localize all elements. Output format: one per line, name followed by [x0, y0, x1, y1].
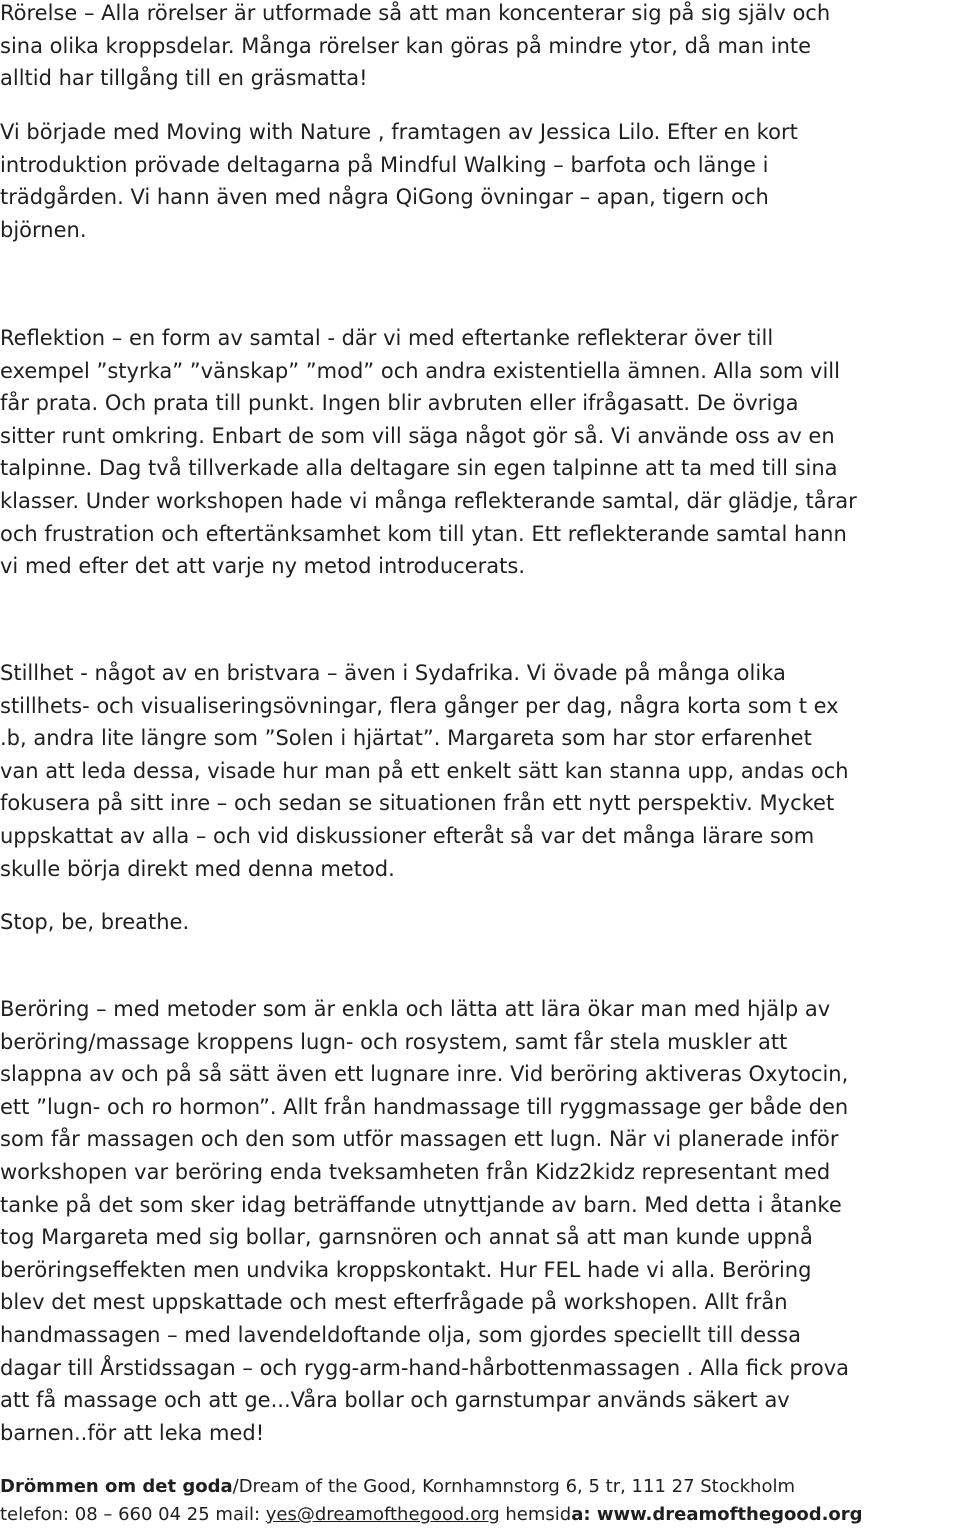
text-line: Reflektion – en form av samtal - där vi med eftertanke reflekterar över till	[0, 326, 774, 350]
text-line: att få massage och att ge...Våra bollar och garnstumpar används säkert av	[0, 1388, 790, 1413]
text-line: ett ”lugn- och ro hormon”. Allt från handmassage till ryggmassage ger både den	[0, 1094, 849, 1119]
footer-org-name: Drömmen om det goda	[0, 1476, 233, 1497]
text-line: introduktion prövade deltagarna på Mindful Walking – barfota och länge i	[0, 152, 769, 177]
paragraph-beroring	[0, 993, 960, 1449]
text-line: Rörelse – Alla rörelser är utformade så att man koncenterar sig på sig själv och	[0, 1, 831, 25]
text-line: vi med efter det att varje ny metod introducerats.	[0, 554, 525, 579]
footer-website[interactable]: a: www.dreamofthegood.org	[571, 1504, 863, 1525]
text-line: exempel ”styrka” ”vänskap” ”mod” och andra existentiella ämnen. Alla som vill	[0, 358, 840, 383]
text-line: dagar till Årstidssagan – och rygg-arm-hand-hårbottenmassagen . Alla fick prova	[0, 1355, 849, 1380]
text-line: blev det mest uppskattade och mest efterfrågade på workshopen. Allt från	[0, 1290, 788, 1315]
text-line: beröring/massage kroppens lugn- och rosystem, samt får stela muskler att	[0, 1029, 788, 1054]
text-line: stillhets- och visualiseringsövningar, flera gånger per dag, några korta som t ex	[0, 693, 839, 718]
text-line: björnen.	[0, 217, 87, 242]
footer-contact	[0, 1502, 960, 1527]
text-line: slappna av och på så sätt även ett lugnare inre. Vid beröring aktiveras Oxytocin,	[0, 1062, 849, 1087]
text-line: sina olika kroppsdelar. Många rörelser kan göras på mindre ytor, då man inte	[0, 33, 812, 58]
paragraph-stop-be-breathe	[0, 906, 960, 939]
text-line: som får massagen och den som utför massagen ett lugn. När vi planerade inför	[0, 1127, 839, 1152]
text-line: beröringseffekten men undvika kroppskontakt. Hur FEL hade vi alla. Beröring	[0, 1257, 812, 1282]
footer-phone-text: telefon: 08 – 660 04 25 mail:	[0, 1504, 266, 1525]
text-line: trädgården. Vi hann även med några QiGong övningar – apan, tigern och	[0, 185, 769, 210]
paragraph-moving-with-nature	[0, 116, 960, 246]
paragraph-rorelse	[0, 0, 960, 95]
text-line: barnen..för att leka med!	[0, 1420, 265, 1445]
text-line: får prata. Och prata till punkt. Ingen blir avbruten eller ifrågasatt. De övriga	[0, 391, 799, 416]
footer-email-link[interactable]: yes@dreamofthegood.org	[265, 1504, 500, 1525]
text-line: workshopen var beröring enda tveksamheten från Kidz2kidz representant med	[0, 1159, 831, 1184]
text-line: och frustration och eftertänksamhet kom till ytan. Ett reflekterande samtal hann	[0, 521, 847, 546]
paragraph-reflektion	[0, 322, 960, 583]
text-line: uppskattat av alla – och vid diskussioner efteråt så var det många lärare som	[0, 823, 815, 848]
text-line: tanke på det som sker idag beträffande utnyttjande av barn. Med detta i åtanke	[0, 1192, 842, 1217]
text-line: van att leda dessa, visade hur man på ett enkelt sätt kan stanna upp, andas och	[0, 758, 849, 783]
text-line: .b, andra lite längre som ”Solen i hjärtat”. Margareta som har stor erfarenhet	[0, 726, 812, 751]
text-line: tog Margareta med sig bollar, garnsnören och annat så att man kunde uppnå	[0, 1225, 813, 1250]
text-line: sitter runt omkring. Enbart de som vill säga något gör så. Vi använde oss av en	[0, 423, 835, 448]
footer-address-text: /Dream of the Good, Kornhamnstorg 6, 5 tr, 111 27 Stockholm	[232, 1476, 796, 1497]
paragraph-stillhet	[0, 657, 960, 885]
text-line: talpinne. Dag två tillverkade alla deltagare sin egen talpinne att ta med till sina	[0, 456, 838, 481]
text-line: Stillhet - något av en bristvara – även i Sydafrika. Vi övade på många olika	[0, 661, 786, 685]
text-line: klasser. Under workshopen hade vi många reflekterande samtal, där glädje, tårar	[0, 488, 857, 513]
footer-address	[0, 1474, 960, 1499]
text-line: Beröring – med metoder som är enkla och lätta att lära ökar man med hjälp av	[0, 997, 831, 1021]
text-line: Vi började med Moving with Nature , framtagen av Jessica Lilo. Efter en kort	[0, 120, 798, 144]
text-line: Stop, be, breathe.	[0, 910, 190, 934]
text-line: alltid har tillgång till en gräsmatta!	[0, 66, 368, 91]
footer-hemsida-prefix: hemsid	[499, 1504, 572, 1525]
text-line: fokusera på sitt inre – och sedan se situationen från ett nytt perspektiv. Mycket	[0, 791, 835, 816]
text-line: skulle börja direkt med denna metod.	[0, 856, 395, 881]
text-line: handmassagen – med lavendeldoftande olja, som gjordes speciellt till dessa	[0, 1322, 801, 1347]
